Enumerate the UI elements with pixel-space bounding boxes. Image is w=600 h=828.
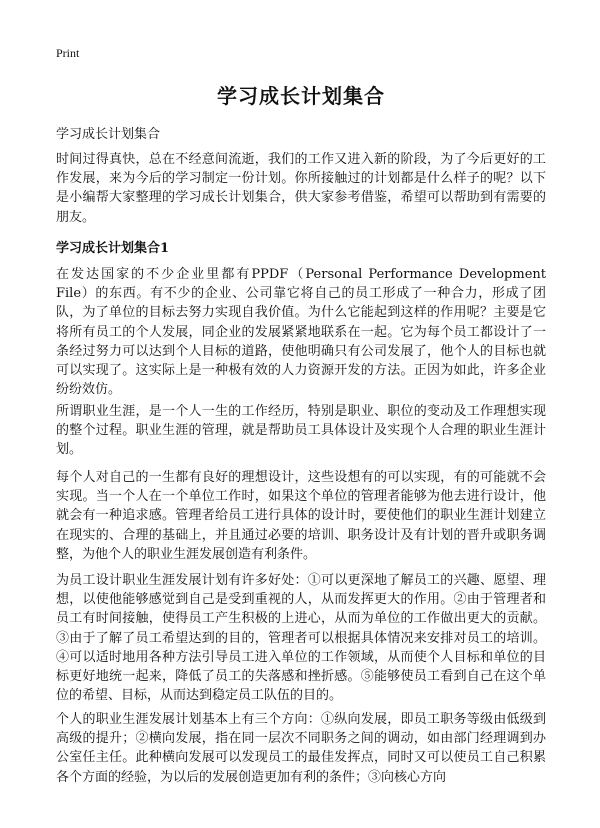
print-label: Print [56, 46, 80, 60]
body-paragraph: 个人的职业生涯发展计划基本上有三个方向：①纵向发展，即员工职务等级由低级到高级的提升；②横向发展，指在同一层次不同职务之间的调动，如由部门经理调到办公室任主任。此种横向发展可以发现员工的最佳发挥点，同时又可以使员工自己积累各个方面的经验，为以后的发展创造更加有利的条件；③向核心方向 [56, 712, 546, 785]
body-paragraph: 每个人对自己的一生都有良好的理想设计，这些设想有的可以实现，有的可能就不会实现。当一个人在一个单位工作时，如果这个单位的管理者能够为他去进行设计，他就会有一种追求感。管理者给员工进行具体的设计时，要使他们的职业生涯计划建立在现实的、合理的基础上，并且通过必要的培训、职务设计及有计划的晋升或职务调整，为他个人的职业生涯发展创造有利条件。 [56, 470, 546, 562]
body-paragraph: 所谓职业生涯，是一个人一生的工作经历，特别是职业、职位的变动及工作理想实现的整个过程。职业生涯的管理，就是帮助员工具体设计及实现个人合理的职业生涯计划。 [56, 404, 546, 458]
page-title: 学习成长计划集合 [217, 84, 385, 108]
document-subtitle: 学习成长计划集合 [56, 127, 161, 142]
body-paragraph: 为员工设计职业生涯发展计划有许多好处：①可以更深地了解员工的兴趣、愿望、理想，以使他能够感觉到自己是受到重视的人，从而发挥更大的作用。②由于管理者和员工有时间接触，使得员工产生积极的上进心，从而为单位的工作做出更大的贡献。③由于了解了员工希望达到的目的，管理者可以根据具体情况来安排对员工的培训。④可以适时地用各种方法引导员工进入单位的工作领域，从而使个人目标和单位的目标更好地统一起来，降低了员工的失落感和挫折感。⑤能够使员工看到自己在这个单位的希望、目标，从而达到稳定员工队伍的目的。 [56, 573, 546, 704]
body-paragraph: 在发达国家的不少企业里都有PPDF（Personal Performance Development File）的东西。有不少的企业、公司靠它将自己的员工形成了一种合力，形成了团队，为了单位的目标去努力实现自我价值。为什么它能起到这样的作用呢？主要是它将所有员工的个人发展，同企业的发展紧紧地联系在一起。它为每个员工都设计了一条经过努力可以达到个人目标的道路，使他明确只有公司发展了，他个人的目标也就可以实现了。这实际上是一种极有效的人力资源开发的方法。正因为如此，许多企业纷纷效仿。 [56, 267, 546, 398]
intro-paragraph: 时间过得真快，总在不经意间流逝，我们的工作又进入新的阶段，为了今后更好的工作发展，来为今后的学习制定一份计划。你所接触过的计划都是什么样子的呢？以下是小编帮大家整理的学习成长计划集合，供大家参考借鉴，希望可以帮助到有需要的朋友。 [56, 152, 546, 225]
section-heading: 学习成长计划集合1 [56, 241, 170, 256]
